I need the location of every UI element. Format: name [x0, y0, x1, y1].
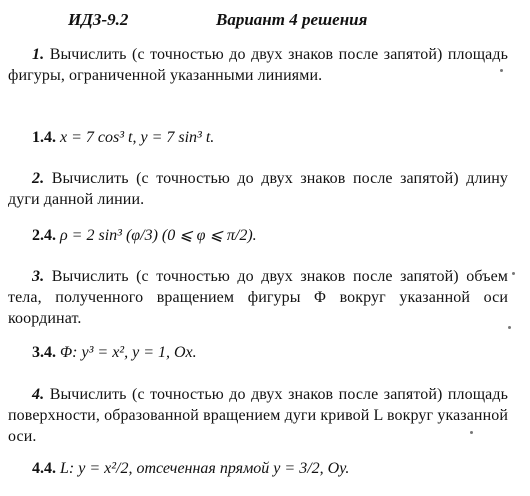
task-statement-3 [8, 266, 508, 329]
item-number-4: 4.4. [32, 460, 56, 477]
task-number-2: 2. [32, 170, 45, 187]
item-formula-2: ρ = 2 sin³ (φ/3) (0 ⩽ φ ⩽ π/2). [60, 227, 257, 244]
task-statement-2 [8, 168, 508, 210]
scan-speck [508, 326, 511, 329]
scan-speck [470, 431, 473, 434]
item-formula-4: L: y = x²/2, отсеченная прямой y = 3/2, Oy. [60, 460, 350, 477]
task-item-3 [32, 342, 508, 364]
item-number-2: 2.4. [32, 227, 56, 244]
item-formula-3: Φ: y³ = x², y = 1, Ox. [60, 344, 197, 361]
task-statement-1 [8, 44, 508, 86]
task-text-2: Вычислить (с точностью до двух знаков после запятой) длину дуги данной линии. [8, 170, 508, 208]
task-text-4: Вычислить (с точностью до двух знаков после запятой) площадь поверхности, образованной вращением дуги кривой L вокруг указанной оси. [8, 386, 508, 445]
item-number-1: 1.4. [32, 129, 56, 146]
task-text-1: Вычислить (с точностью до двух знаков после запятой) площадь фигуры, ограниченной указанными линиями. [8, 46, 508, 84]
document-header [68, 10, 508, 36]
item-number-3: 3.4. [32, 344, 56, 361]
item-formula-1: x = 7 cos³ t, y = 7 sin³ t. [60, 129, 215, 146]
task-item-2 [32, 225, 508, 247]
task-item-1 [32, 127, 508, 149]
scan-speck [500, 69, 503, 72]
variant-title: Вариант 4 решения [216, 10, 368, 29]
task-number-1: 1. [32, 46, 45, 63]
task-statement-4 [8, 384, 508, 447]
task-number-3: 3. [32, 268, 45, 285]
task-item-4 [32, 458, 508, 480]
task-text-3: Вычислить (с точностью до двух знаков после запятой) объем тела, полученного вращением фигуры Φ вокруг указанной оси координат. [8, 268, 508, 327]
scan-speck [512, 272, 515, 275]
task-number-4: 4. [32, 386, 45, 403]
assignment-code: ИДЗ-9.2 [68, 10, 129, 29]
